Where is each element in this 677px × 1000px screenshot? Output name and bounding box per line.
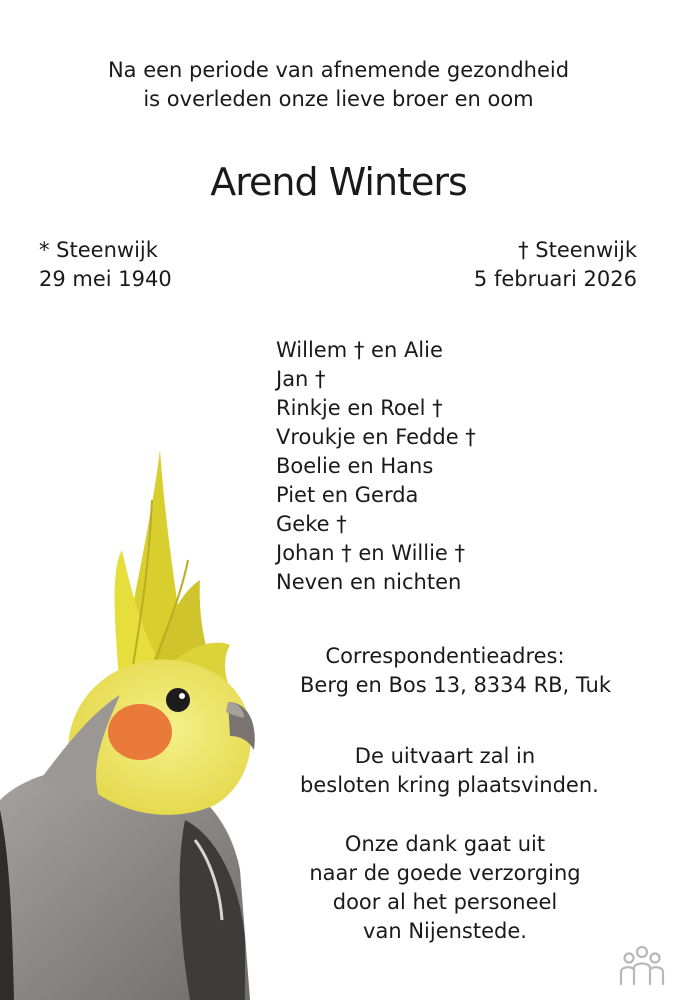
family-list	[276, 336, 476, 597]
birth-date: 29 mei 1940	[39, 267, 172, 291]
correspondence-address	[300, 642, 612, 700]
family-member: Rinkje en Roel †	[276, 396, 443, 420]
deceased-name: Arend Winters	[210, 160, 467, 204]
family-member: Boelie en Hans	[276, 454, 434, 478]
death-place: † Steenwijk	[518, 238, 637, 262]
thanks-line-2: naar de goede verzorging	[309, 861, 581, 885]
funeral-notice	[300, 742, 599, 800]
family-member: Jan †	[276, 367, 326, 391]
death-info	[474, 236, 637, 294]
intro-line-2: is overleden onze lieve broer en oom	[143, 87, 534, 111]
family-member: Vroukje en Fedde †	[276, 425, 476, 449]
correspondence-label: Correspondentieadres:	[325, 644, 565, 668]
thanks-line-4: van Nijenstede.	[363, 919, 527, 943]
intro-line-1: Na een periode van afnemende gezondheid	[107, 58, 570, 82]
cockatiel-photo	[0, 440, 270, 1000]
family-member: Neven en nichten	[276, 570, 462, 594]
intro-text	[0, 56, 677, 114]
family-member: Piet en Gerda	[276, 483, 419, 507]
family-member: Willem † en Alie	[276, 338, 443, 362]
thanks-notice	[300, 830, 590, 946]
birth-info	[39, 236, 172, 294]
birth-place: * Steenwijk	[39, 238, 158, 262]
death-date: 5 februari 2026	[473, 267, 637, 291]
funeral-line-1: De uitvaart zal in	[354, 744, 536, 768]
family-member: Johan † en Willie †	[276, 541, 466, 565]
thanks-line-1: Onze dank gaat uit	[344, 832, 546, 856]
funeral-line-2: besloten kring plaatsvinden.	[300, 773, 599, 797]
people-group-logo-icon	[617, 944, 667, 986]
family-member: Geke †	[276, 512, 347, 536]
correspondence-street: Berg en Bos 13, 8334 RB, Tuk	[300, 673, 612, 697]
thanks-line-3: door al het personeel	[332, 890, 558, 914]
